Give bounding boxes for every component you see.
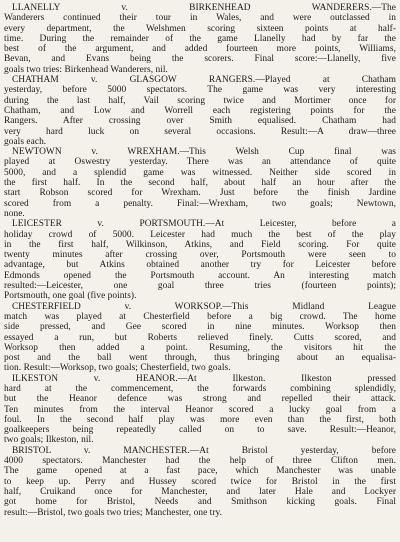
text-line: 5000, and a splendid game was witnessed. Neither side scored in: [4, 167, 396, 178]
text-line: very hard luck on several occasions. Result:—A draw—three: [4, 126, 396, 137]
text-line: time. During the remainder of the game Llanelly had by far the: [4, 33, 396, 44]
text-line: none.: [4, 208, 25, 219]
text-line: resulted:—Leicester, one goal three tries (fourteen points);: [4, 281, 396, 292]
text-line: got home for Bristol, Needs and Smithson kicking goals. Final: [4, 497, 396, 508]
text-line: side pressed, and Gee scored in nine minutes. Worksop then: [4, 322, 396, 333]
text-line: Portsmouth, one goal (five points).: [4, 291, 137, 302]
text-line: CHESTERFIELD v. WORKSOP.—This Midland League: [12, 301, 396, 312]
text-line: half, Cruikand once for Manchester, and later Hale and Lockyer: [4, 486, 396, 497]
text-line: The game opened at a fast pace, which Manchester was unable: [4, 466, 396, 477]
text-line: Bevan, and Evans being the scorers. Final score:—Llanelly, five: [4, 54, 396, 65]
text-line: Chatham, and Low and Worrell each registering points for the: [4, 105, 396, 116]
text-line: two goals; Ilkeston, nil.: [4, 435, 94, 446]
text-line: foul. In the second half play was more even than the first, both: [4, 414, 396, 425]
text-line: the first half. In the second half, about half an hour after the: [4, 178, 396, 189]
text-line: NEWTOWN v. WREXHAM.—This Welsh Cup final was: [12, 147, 396, 158]
text-line: Worksop then added a point. Resuming, the visitors hit the: [4, 342, 396, 353]
text-line: CHATHAM v. GLASGOW RANGERS.—Played at Chatham: [12, 75, 396, 86]
text-line: in the first half, Wilkinson, Atkins, and Field scoring. For quite: [4, 239, 396, 250]
text-line: advantage, but Atkins obtained another try for Leicester before: [4, 260, 396, 271]
text-line: result:—Bristol, two goals two tries; Manchester, one try.: [4, 507, 223, 518]
text-line: ILKESTON v. HEANOR.—At Ilkeston. Ilkeston pressed: [12, 373, 396, 384]
text-line: yesterday, before 5000 spectators. The game was very interesting: [4, 85, 396, 96]
text-line: 4000 spectators. Manchester had the help of three Clifton men.: [4, 456, 396, 467]
text-line: LLANELLY v. BIRKENHEAD WANDERERS.—The: [12, 3, 396, 13]
text-line: match was played at Chesterfield before a big crowd. The home: [4, 311, 396, 322]
text-line: twenty minutes after crossing over, Portsmouth were seen to: [4, 250, 396, 261]
text-line: BRISTOL v. MANCHESTER.—At Bristol yesterday, before: [12, 445, 396, 456]
text-line: tion. Result:—Worksop, two goals; Chesterfield, two goals.: [4, 363, 231, 374]
text-line: goals each.: [4, 136, 47, 147]
text-line: scored from a penalty. Final:—Wrexham, two goals; Newtown,: [4, 198, 396, 209]
text-line: post and the ball went through, thus bringing about an equalisa-: [4, 353, 396, 364]
text-line: LEICESTER v. PORTSMOUTH.—At Leicester, before a: [12, 219, 396, 230]
text-line: but the Heanor defence was strong and repelled their attack.: [4, 394, 396, 405]
text-line: Rangers. After crossing over Smith equalised. Chatham had: [4, 116, 396, 127]
text-line: start Robson scored for Wrexham. Just before the finish Jardine: [4, 188, 396, 199]
text-line: every department, the Welshmen scoring sixteen points at half-: [4, 23, 396, 34]
text-line: during the last half, Vail scoring twice and Mortimer once for: [4, 95, 396, 106]
text-line: Ten minutes from the interval Heanor scored a lucky goal from a: [4, 404, 396, 415]
text-line: goalkeepers being repeatedly called on to save. Result:—Heanor,: [4, 425, 396, 436]
text-line: played at Oswestry yesterday. There was an attendance of quite: [4, 157, 396, 168]
text-line: essayed a run, but Roberts relieved finely. Cutts scored, and: [4, 332, 396, 343]
text-line: best of the argument, and added fourteen more points, Williams,: [4, 44, 396, 55]
text-line: Edmonds opened the Portsmouth account. An interesting match: [4, 270, 396, 281]
text-line: Wanderers continued their tour in Wales, and were outclassed in: [4, 13, 396, 24]
text-line: holiday crowd of 5000. Leicester had much the best of the play: [4, 229, 396, 240]
text-line: goals two tries: Birkenhead Wanderers, nil.: [4, 64, 168, 75]
text-line: hard at the commencement, the forwards combining splendidly,: [4, 383, 396, 394]
text-line: to keep up. Perry and Hussey scored twice for Bristol in the first: [4, 476, 396, 487]
